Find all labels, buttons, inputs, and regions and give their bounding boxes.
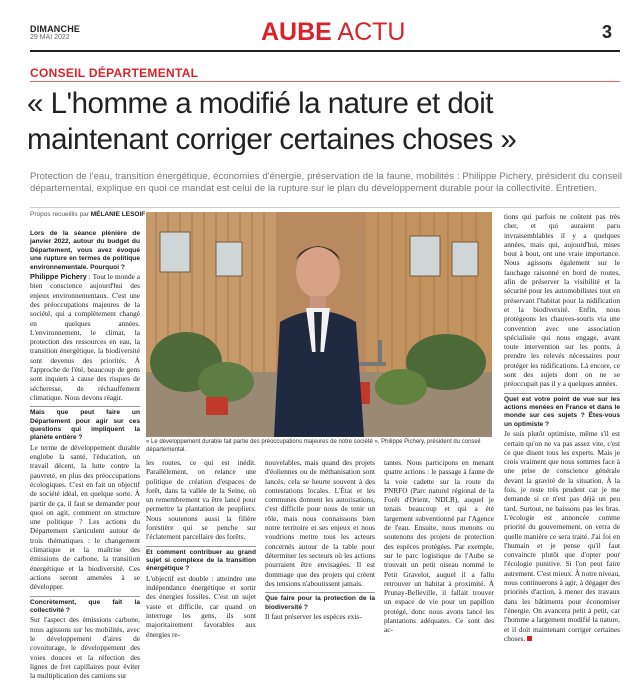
- speaker-name: Philippe Pichery: [30, 272, 87, 282]
- question-rule: [265, 592, 375, 593]
- answer-3: Sur l'aspect des émissions carbone, nous agissons sur les mobilités, avec le développement d'aires de covoiturage, le développement des voies douces et la réfection des lignes de fret capillaires pour éviter la multiplication des camions sur: [30, 615, 140, 680]
- edition-date: 29 MAI 2022: [30, 34, 70, 41]
- column-5-text-a: tions qui parfois ne coûtent pas très cher, et qui auraient paru invraisemblables il y a quelques années, mais qui, aujourd'hui, mises bout à bout, ont une vraie importance. Nous agissons également sur le fauchage raisonné en bord de routes, afin de préserver la visibilité et la sécurité pour les automobilistes tout en préservant l'habitat pour la nidification et la biodiversité. Enfin, nous protégeons les chauves-souris via une convention avec une association spécialisée qui nous engage, avant toute intervention sur les ponts, à prendre les relevés nécessaires pour protéger les nidifications. Là encore, ce sont des sujets dont on ne se préoccupait pas il y a quelques années.: [504, 212, 620, 389]
- question-intro: Lors de la séance plénière de janvier 2022, autour du budget du Département, vous avez évoqué une rupture en termes de politique environnementale. Pourquoi ?: [30, 230, 140, 271]
- page-number: 3: [602, 22, 613, 42]
- column-3-text-b: Il faut préserver les espèces exis-: [265, 611, 362, 621]
- section-title-bold: AUBE: [261, 18, 332, 46]
- answer-1: : Tout le monde a bien conscience aujourd'hui des enjeux environnementaux. C'est une des préoccupations majeures de la société, qui a complètement changé en quelques années. L'environnement, le climat, la protection des ressources en eau, la transition énergétique, la biodiversité sont devenus des priorités. À l'approche de l'été, beaucoup de gens sont inquiets à cause des risques de sécheresse, de réchauffement climatique. Nous devons réagir.: [30, 272, 140, 402]
- byline-prefix: Propos recueillis par: [30, 211, 89, 218]
- byline: [30, 211, 145, 218]
- question-3: Concrètement, que fait la collectivité ?: [30, 598, 140, 614]
- column-5: [504, 212, 620, 643]
- question-rule: [504, 393, 620, 394]
- column-2: [146, 458, 256, 639]
- column-2-text-a: les routes, ce qui est inédit. Parallèlement, on relance une politique de création d'espaces de forêt, dans la vallée de la Seine, où un remembrement va être lancé pour permettre la plantation de peupliers. Nous soutenons aussi la filière forestière qui se penche sur l'éclatement parcellaire des forêts.: [146, 458, 256, 542]
- question-2: Mais que peut faire un Département pour agir sur ces questions qui impliquent la planète entière ?: [30, 409, 140, 442]
- column-4-text: tantes. Nous participons en menant quatre actions : le passage à faune de la voie cadette sur la route du PNRFO (Parc naturel régional de la Forêt d'Orient, NDLR), auquel je tenais beaucoup et qui a été largement subventionné par l'Agence de l'eau. Ensuite, nous menons ou soutenons des projets de protection des espèces protégées. Par exemple, sur le parc logistique de l'Aube se trouvait un petit oiseau nommé le Petit Gravelot, auquel il a fallu retrouver un habitat à proximité. À Prunay-Belleville, il fallait trouver un espace de vie pour un papillon protégé, donc nous avons lancé les plantations adéquates. Ce sont des ac-: [384, 458, 494, 635]
- column-2-text-b: L'objectif est double : atteindre une indépendance énergétique et sortir des énergies fossiles. C'est un sujet vaste et difficile, car quand on interroge les gens, ils sont majoritairement favorables aux énergies re-: [146, 573, 256, 639]
- byline-author: MÉLANIE LESOIF: [90, 211, 146, 218]
- column-4: [384, 458, 494, 635]
- photo-caption: « Le développement durable fait partie des préoccupations majeures de notre société », Philippe Pichery, président du conseil départemental.: [146, 439, 481, 453]
- rubric-rule: [30, 81, 620, 82]
- lead-paragraph: Protection de l'eau, transition énergétique, économies d'énergie, préservation de la faune, mobilités : Philippe Pichery, président du conseil départemental, explique en quoi ce mandat est celui de la rupture sur le plan du développement durable pour la collectivité. Entretien.: [30, 171, 622, 195]
- question-4: Et comment contribuer au grand sujet si complexe de la transition énergétique ?: [146, 548, 256, 573]
- question-rule: [30, 596, 140, 597]
- end-of-article-mark: [527, 636, 532, 641]
- column-3: [265, 458, 375, 621]
- column-3-text-a: nouvelables, mais quand des projets d'éoliennes ou de méthanisation sont lancés, cela se heurte souvent à des contestations locales. L'État et les communes donnent les autorisations, c'est difficile pour nous de tenir un rôle, mais nous connaissons bien notre territoire et ses enjeux et nous voudrions mettre tous les acteurs concernés autour de la table pour déterminer les secteurs où les actions pourraient être envisagées. Il est dommage que des projets qui créent des tensions n'aboutissent jamais.: [265, 458, 375, 588]
- section-title: [261, 18, 405, 47]
- header-rule: [30, 50, 620, 52]
- portrait-photo: [146, 212, 492, 437]
- answer-2: Le terme de développement durable englobe la santé, l'éducation, un travail décent, la lutte contre la pauvreté, en plus des préoccupations écologiques. C'est en fait un objectif de société idéal, en quelque sorte. À partir de ça, il faut se demander pour quoi on agit, comment on structure une politique ? Les actions du Département s'articulent autour de trois thématiques : le changement climatique et la maîtrise des émissions de carbone, la transition énergétique et la biodiversité. Ces actions seront amenées à se développer.: [30, 442, 140, 592]
- edition-day: DIMANCHE: [30, 24, 81, 34]
- column-5-text-b: Je suis plutôt optimiste, même s'il est certain qu'on ne va pas assez vite, c'est ce que disent tous les experts. Mais je crois vraiment que nous sommes face à une prise de conscience générale devant la gravité de la situation. À la fois, je reste très prudent car je me demande si ce n'est pas déjà un peu tard. Surtout, ne baissons pas les bras. L'écologie est annoncée comme priorité du gouvernement, on verra de quelle manière ce sera traité. J'ai foi en l'humain et je pense qu'il faut convaincre plutôt que d'opter pour l'écologie punitive. Si l'on peut faire autrement. C'est mieux. À notre niveau, nous continuerons à agir, à dégager des priorités d'action, à mener des travaux dans les bâtiments pour économiser l'énergie. On avancera petit à petit, car l'homme a largement modifié la nature, et il doit maintenant corriger certaines choses.: [504, 429, 621, 643]
- question-rule: [146, 546, 256, 547]
- section-title-light: ACTU: [337, 18, 406, 46]
- question-6: Quel est votre point de vue sur les actions menées en France et dans le monde sur ces sujets ? Êtes-vous un optimiste ?: [504, 395, 620, 428]
- rubric: CONSEIL DÉPARTEMENTAL: [30, 66, 199, 80]
- headline: « L'homme a modifié la nature et doit maintenant corriger certaines choses »: [27, 87, 517, 156]
- question-5: Que faire pour la protection de la biodiversité ?: [265, 595, 375, 611]
- lead-rule: [30, 207, 620, 208]
- question-rule: [30, 406, 140, 407]
- column-1: [30, 230, 140, 680]
